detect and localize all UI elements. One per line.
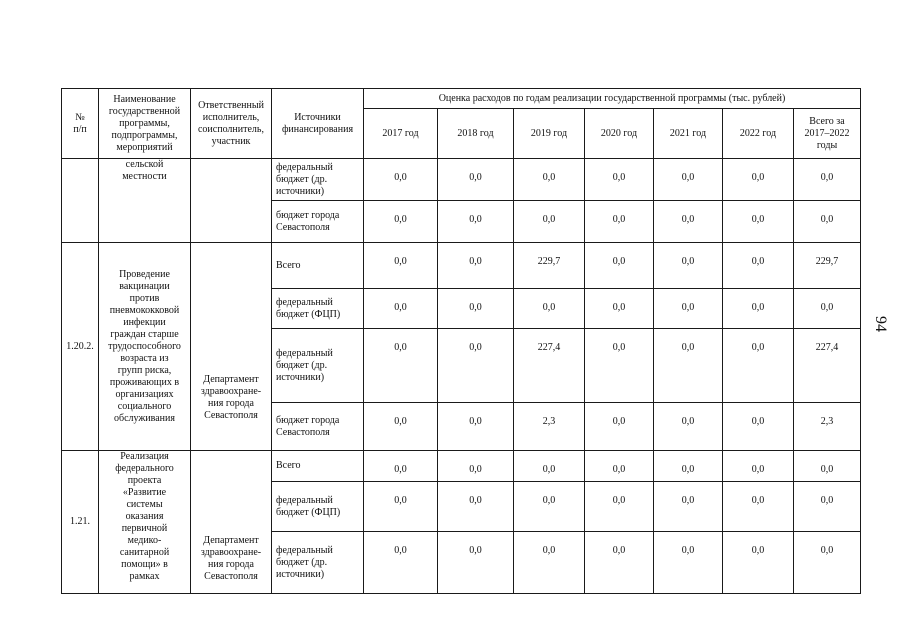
table-row bbox=[62, 243, 861, 289]
row-value: 0,0 bbox=[654, 289, 723, 329]
row-value: 0,0 bbox=[364, 243, 438, 289]
header-name: Наименование государственной программы, подпрограммы, мероприятий bbox=[99, 89, 191, 159]
row-value: 0,0 bbox=[654, 243, 723, 289]
row-value: 0,0 bbox=[514, 532, 585, 594]
row-value: 0,0 bbox=[585, 482, 654, 532]
row-value: 0,0 bbox=[794, 482, 861, 532]
row-value: 0,0 bbox=[585, 329, 654, 403]
table-row bbox=[62, 451, 861, 482]
row-source: федеральный бюджет (др. источники) bbox=[272, 329, 364, 403]
row-value: 0,0 bbox=[364, 532, 438, 594]
row-value: 0,0 bbox=[514, 451, 585, 482]
row-executor bbox=[191, 159, 272, 243]
row-source: Всего bbox=[272, 243, 364, 289]
row-name: Реализация федерального проекта «Развитие системы оказания первичной медико- санитарной помощи» в рамках bbox=[99, 451, 191, 594]
row-value: 0,0 bbox=[364, 451, 438, 482]
row-value: 0,0 bbox=[364, 482, 438, 532]
header-year: Всего за 2017–2022 годы bbox=[794, 109, 861, 159]
row-executor: Департамент здравоохране- ния города Севастополя bbox=[191, 243, 272, 451]
row-name: Проведение вакцинации против пневмококковой инфекции граждан старше трудоспособного возраста из групп риска, проживающих в организациях социального обслуживания bbox=[99, 243, 191, 451]
row-value: 229,7 bbox=[514, 243, 585, 289]
row-source: бюджет города Севастополя bbox=[272, 403, 364, 451]
header-year: 2017 год bbox=[364, 109, 438, 159]
row-name: сельской местности bbox=[99, 159, 191, 243]
row-value: 0,0 bbox=[794, 159, 861, 201]
row-source: федеральный бюджет (ФЦП) bbox=[272, 289, 364, 329]
table-body bbox=[62, 159, 861, 594]
row-value: 0,0 bbox=[654, 532, 723, 594]
header-row-1 bbox=[62, 89, 861, 109]
row-value: 227,4 bbox=[514, 329, 585, 403]
row-value: 0,0 bbox=[514, 482, 585, 532]
row-value: 0,0 bbox=[585, 532, 654, 594]
row-value: 0,0 bbox=[794, 451, 861, 482]
header-year: 2020 год bbox=[585, 109, 654, 159]
row-value: 0,0 bbox=[794, 289, 861, 329]
row-value: 0,0 bbox=[723, 532, 794, 594]
header-year: 2022 год bbox=[723, 109, 794, 159]
row-value: 0,0 bbox=[438, 289, 514, 329]
row-value: 0,0 bbox=[585, 289, 654, 329]
row-value: 0,0 bbox=[723, 451, 794, 482]
row-value: 0,0 bbox=[723, 289, 794, 329]
row-value: 0,0 bbox=[514, 159, 585, 201]
row-value: 0,0 bbox=[438, 403, 514, 451]
row-value: 0,0 bbox=[654, 451, 723, 482]
row-source: федеральный бюджет (ФЦП) bbox=[272, 482, 364, 532]
row-value: 0,0 bbox=[585, 201, 654, 243]
row-value: 2,3 bbox=[794, 403, 861, 451]
row-value: 0,0 bbox=[654, 482, 723, 532]
header-num: № п/п bbox=[62, 89, 99, 159]
header-year: 2018 год bbox=[438, 109, 514, 159]
row-value: 0,0 bbox=[438, 159, 514, 201]
row-number: 1.21. bbox=[62, 451, 99, 594]
row-value: 0,0 bbox=[723, 201, 794, 243]
row-source: федеральный бюджет (др. источники) bbox=[272, 159, 364, 201]
row-value: 0,0 bbox=[654, 201, 723, 243]
budget-table bbox=[61, 88, 861, 594]
row-value: 0,0 bbox=[723, 329, 794, 403]
row-number: 1.20.2. bbox=[62, 243, 99, 451]
row-value: 0,0 bbox=[654, 403, 723, 451]
row-value: 0,0 bbox=[364, 329, 438, 403]
row-value: 0,0 bbox=[585, 451, 654, 482]
row-value: 227,4 bbox=[794, 329, 861, 403]
row-value: 0,0 bbox=[794, 532, 861, 594]
row-value: 0,0 bbox=[364, 289, 438, 329]
row-value: 0,0 bbox=[723, 403, 794, 451]
row-value: 0,0 bbox=[723, 482, 794, 532]
row-value: 0,0 bbox=[438, 201, 514, 243]
table-row bbox=[62, 159, 861, 201]
header-year: 2019 год bbox=[514, 109, 585, 159]
row-value: 0,0 bbox=[514, 289, 585, 329]
row-value: 0,0 bbox=[364, 201, 438, 243]
row-source: федеральный бюджет (др. источники) bbox=[272, 532, 364, 594]
row-value: 229,7 bbox=[794, 243, 861, 289]
row-value: 0,0 bbox=[438, 329, 514, 403]
row-value: 0,0 bbox=[794, 201, 861, 243]
header-estimate: Оценка расходов по годам реализации государственной программы (тыс. рублей) bbox=[364, 89, 861, 109]
row-value: 0,0 bbox=[514, 201, 585, 243]
row-value: 0,0 bbox=[438, 243, 514, 289]
row-executor: Департамент здравоохране- ния города Севастополя bbox=[191, 451, 272, 594]
row-source: Всего bbox=[272, 451, 364, 482]
row-number bbox=[62, 159, 99, 243]
header-sources: Источники финансирования bbox=[272, 89, 364, 159]
row-value: 0,0 bbox=[654, 329, 723, 403]
page-number: 94 bbox=[872, 316, 889, 332]
row-value: 0,0 bbox=[585, 159, 654, 201]
row-value: 0,0 bbox=[438, 532, 514, 594]
row-value: 0,0 bbox=[364, 403, 438, 451]
row-value: 0,0 bbox=[438, 451, 514, 482]
row-value: 0,0 bbox=[723, 243, 794, 289]
header-executor: Ответственный исполнитель, соисполнитель, участник bbox=[191, 89, 272, 159]
row-value: 0,0 bbox=[723, 159, 794, 201]
row-value: 0,0 bbox=[438, 482, 514, 532]
row-value: 0,0 bbox=[585, 403, 654, 451]
header-year: 2021 год bbox=[654, 109, 723, 159]
row-value: 0,0 bbox=[654, 159, 723, 201]
row-source: бюджет города Севастополя bbox=[272, 201, 364, 243]
row-value: 0,0 bbox=[585, 243, 654, 289]
row-value: 2,3 bbox=[514, 403, 585, 451]
row-value: 0,0 bbox=[364, 159, 438, 201]
